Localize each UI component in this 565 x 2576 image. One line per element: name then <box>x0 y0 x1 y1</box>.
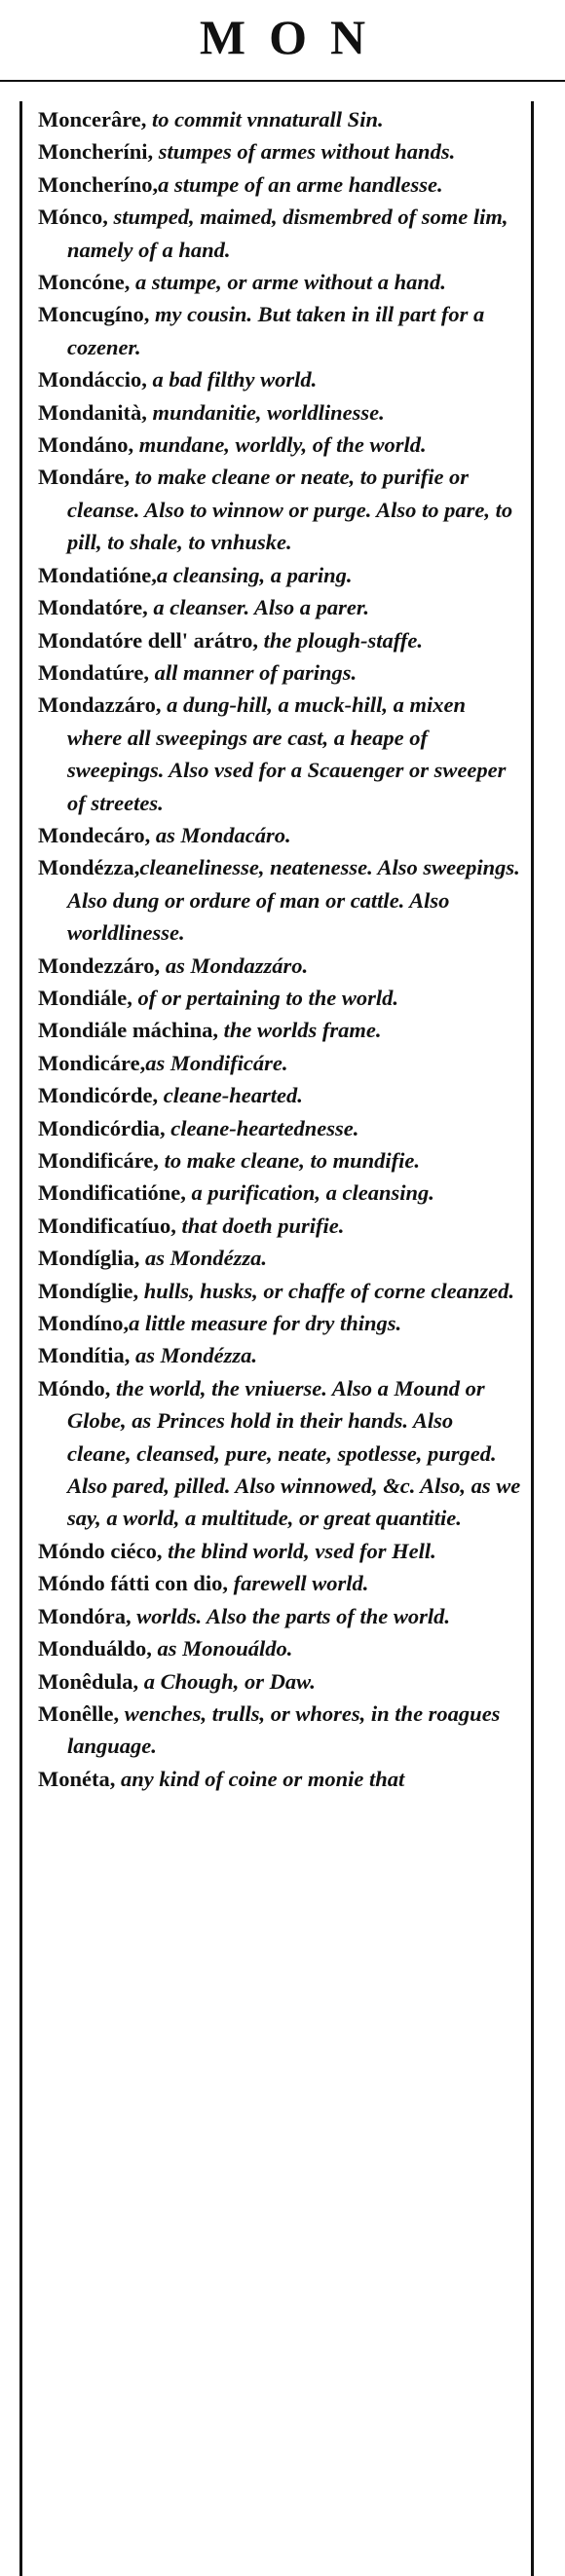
dictionary-entry <box>38 363 521 395</box>
entry-headword: Mónco, <box>38 205 108 230</box>
entry-headword: Mondiále máchina, <box>38 1018 219 1043</box>
entry-definition: a stumpe, or arme without a hand. <box>130 270 446 295</box>
entry-definition: stumped, maimed, dismembred of some lim, namely of a hand. <box>67 205 508 262</box>
entry-headword: Mondicórdia, <box>38 1115 166 1140</box>
entry-definition: mundanitie, worldlinesse. <box>146 399 385 425</box>
entry-definition: cleane-hearted. <box>158 1083 303 1108</box>
entry-headword: Mondíno, <box>38 1311 130 1336</box>
entry-definition: hulls, husks, or chaffe of corne cleanzed. <box>138 1278 515 1303</box>
entry-headword: Mondecáro, <box>38 822 151 847</box>
dictionary-entry <box>38 624 521 656</box>
entry-definition: to commit vnnaturall Sin. <box>146 107 384 131</box>
dictionary-entry <box>38 851 521 949</box>
dictionary-entry <box>38 1144 521 1176</box>
entry-definition: cleanelinesse, neatenesse. Also sweepings. Also dung or ordure of man or cattle. Also worldlinesse. <box>67 855 520 946</box>
page-header <box>0 0 565 82</box>
entry-definition: a stumpe of an arme handlesse. <box>158 171 443 197</box>
entry-definition: a cleanser. Also a parer. <box>147 595 370 620</box>
entry-definition: a dung-hill, a muck-hill, a mixen where all sweepings are cast, a heape of sweepings. Also vsed for a Scauenger or sweeper of streetes. <box>67 692 507 815</box>
dictionary-entry <box>38 819 521 851</box>
entry-definition: as Mondificáre. <box>145 1050 288 1075</box>
dictionary-entry <box>38 591 521 623</box>
dictionary-entry <box>38 1210 521 1242</box>
dictionary-entry <box>38 429 521 461</box>
entry-definition: the worlds frame. <box>218 1018 382 1043</box>
entry-headword: Móndo fátti con dio, <box>38 1571 229 1596</box>
entry-definition: the world, the vniuerse. Also a Mound or Globe, as Princes hold in their hands. Also cleane, cleansed, pure, neate, spotlesse, purged. Also pared, pilled. Also winnowed, &c. Also, as we say, a world, a multitude, or great quantitie. <box>67 1375 521 1531</box>
dictionary-entry <box>38 1275 521 1307</box>
entry-definition: a bad filthy world. <box>146 367 318 392</box>
entry-definition: farewell world. <box>228 1571 369 1596</box>
entry-definition: the plough-staffe. <box>258 627 423 653</box>
entry-definition: wenches, trulls, or whores, in the roagues language. <box>67 1700 501 1759</box>
entry-headword: Mondicórde, <box>38 1083 159 1108</box>
dictionary-entry <box>38 396 521 429</box>
entry-definition: as Mondazzáro. <box>160 952 309 978</box>
dictionary-entry <box>38 266 521 298</box>
dictionary-entry <box>38 950 521 982</box>
entry-definition: to make cleane or neate, to purifie or cleanse. Also to winnow or purge. Also to pare, to pill, to shale, to vnhuske. <box>67 465 513 555</box>
entry-definition: worlds. Also the parts of the world. <box>131 1603 450 1628</box>
dictionary-entry <box>38 298 521 363</box>
entry-headword: Mondáre, <box>38 465 130 490</box>
entry-headword: Mondatióne, <box>38 562 157 587</box>
entry-definition: a Chough, or Daw. <box>138 1668 316 1694</box>
entry-headword: Moncóne, <box>38 270 131 295</box>
entry-headword: Mondatóre, <box>38 595 148 620</box>
dictionary-entry <box>38 1176 521 1209</box>
entry-headword: Monêdula, <box>38 1668 139 1694</box>
entry-headword: Moncugíno, <box>38 302 150 327</box>
dictionary-entry <box>38 201 521 266</box>
dictionary-entry <box>38 461 521 558</box>
entry-definition: stumpes of armes without hands. <box>153 139 456 165</box>
entry-headword: Mondificáre, <box>38 1148 159 1173</box>
entry-definition: as Monouáldo. <box>151 1636 293 1661</box>
entry-headword: Moncerâre, <box>38 107 147 131</box>
entry-definition: as Mondacáro. <box>150 822 291 847</box>
entry-definition: as Mondézza. <box>130 1343 258 1368</box>
dictionary-entry <box>38 1665 521 1698</box>
entry-headword: Mondítia, <box>38 1343 131 1368</box>
dictionary-entry <box>38 103 521 135</box>
entry-headword: Mondezzáro, <box>38 952 161 978</box>
entry-definition: a cleansing, a paring. <box>156 562 353 587</box>
entry-headword: Mondificatíuo, <box>38 1213 176 1238</box>
entry-definition: all manner of parings. <box>148 659 358 685</box>
dictionary-entry <box>38 1242 521 1274</box>
entry-headword: Mondiále, <box>38 985 132 1010</box>
dictionary-entry <box>38 135 521 168</box>
entry-definition: that doeth purifie. <box>175 1213 345 1238</box>
entry-definition: cleane-heartednesse. <box>165 1115 359 1140</box>
entry-headword: Moncheríno, <box>38 171 159 197</box>
entry-headword: Mondóra, <box>38 1603 132 1628</box>
entry-headword: Mondificatióne, <box>38 1180 186 1206</box>
dictionary-entry <box>38 1600 521 1632</box>
entry-headword: Mondézza, <box>38 855 140 880</box>
header-rule <box>0 80 565 82</box>
entry-headword: Mondáno, <box>38 432 134 458</box>
entry-headword: Móndo, <box>38 1375 111 1400</box>
entry-headword: Móndo ciéco, <box>38 1538 163 1563</box>
dictionary-entry <box>38 1763 521 1795</box>
dictionary-entry <box>38 656 521 689</box>
dictionary-entry <box>38 1632 521 1664</box>
dictionary-entry <box>38 1014 521 1046</box>
dictionary-entry <box>38 1698 521 1763</box>
entry-definition: to make cleane, to mundifie. <box>158 1148 421 1173</box>
running-head: MON <box>199 10 390 64</box>
entry-definition: a little measure for dry things. <box>129 1311 402 1336</box>
entry-headword: Mondáccio, <box>38 367 147 392</box>
entry-definition: any kind of coine or monie that <box>115 1766 405 1791</box>
dictionary-entry <box>38 1339 521 1371</box>
entry-headword: Mondatúre, <box>38 659 149 685</box>
entry-definition: the blind world, vsed for Hell. <box>162 1538 436 1563</box>
entry-definition: a purification, a cleansing. <box>185 1180 434 1206</box>
entry-definition: my cousin. But taken in ill part for a cozener. <box>67 302 485 359</box>
entry-headword: Monêlle, <box>38 1700 120 1726</box>
entry-headword: Monduáldo, <box>38 1636 152 1661</box>
entry-definition: of or pertaining to the world. <box>132 985 399 1010</box>
dictionary-entry <box>38 1047 521 1079</box>
entry-headword: Mondicáre, <box>38 1050 146 1075</box>
dictionary-entry <box>38 559 521 591</box>
entry-headword: Mondíglie, <box>38 1278 139 1303</box>
entry-definition: mundane, worldly, of the world. <box>133 432 427 458</box>
entry-definition: as Mondézza. <box>139 1246 268 1271</box>
dictionary-entry <box>38 1112 521 1144</box>
dictionary-entry <box>38 1567 521 1599</box>
dictionary-entry <box>38 1535 521 1567</box>
entry-headword: Mondíglia, <box>38 1246 140 1271</box>
dictionary-entry <box>38 1307 521 1339</box>
dictionary-entry <box>38 1372 521 1535</box>
entry-column <box>19 101 534 2576</box>
entry-headword: Mondanità, <box>38 399 147 425</box>
dictionary-entry <box>38 689 521 819</box>
dictionary-entry <box>38 168 521 201</box>
entry-headword: Mondazzáro, <box>38 692 162 718</box>
dictionary-entry <box>38 982 521 1014</box>
dictionary-entry <box>38 1079 521 1111</box>
entry-headword: Monéta, <box>38 1766 116 1791</box>
entry-headword: Mondatóre dell' arátro, <box>38 627 259 653</box>
entry-headword: Moncheríni, <box>38 139 154 165</box>
